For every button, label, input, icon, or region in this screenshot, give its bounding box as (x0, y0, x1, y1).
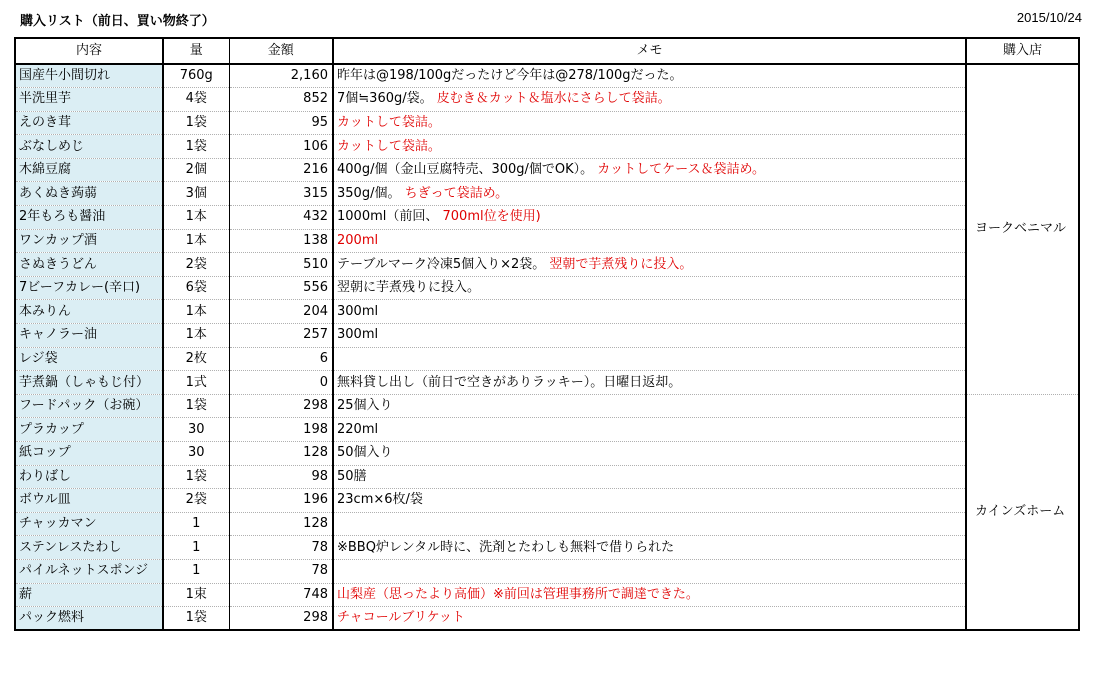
memo-cell (333, 583, 966, 607)
table-row (15, 276, 1079, 300)
header-memo: メモ (333, 38, 966, 64)
memo-cell (333, 206, 966, 230)
item-cell: パイルネットスポンジ (15, 559, 163, 583)
table-row (15, 394, 1079, 418)
memo-cell (333, 111, 966, 135)
memo-cell (333, 324, 966, 348)
item-cell: えのき茸 (15, 111, 163, 135)
qty-cell: 1袋 (163, 394, 229, 418)
store-cell: カインズホーム (966, 394, 1079, 630)
amount-cell: 198 (229, 418, 333, 442)
table-row (15, 135, 1079, 159)
table-row (15, 607, 1079, 631)
memo-note-red: 山梨産（思ったより高価）※前回は管理事務所で調達できた。 (337, 586, 699, 602)
amount-cell: 78 (229, 536, 333, 560)
memo-text: 220ml (337, 421, 379, 437)
memo-text: 1000ml（前回、 (337, 209, 439, 225)
date-label: 2015/10/24 (1016, 10, 1082, 25)
header-item: 内容 (15, 38, 163, 64)
table-row (15, 418, 1079, 442)
memo-cell (333, 182, 966, 206)
item-cell: 本みりん (15, 300, 163, 324)
memo-cell (333, 512, 966, 536)
page-title: 購入リスト（前日、買い物終了） (20, 14, 215, 29)
table-row (15, 442, 1079, 466)
table-row (15, 536, 1079, 560)
item-cell: ぶなしめじ (15, 135, 163, 159)
item-cell: プラカップ (15, 418, 163, 442)
memo-text: 350g/個。 (337, 185, 401, 201)
memo-note-red: 200ml (337, 232, 379, 248)
table-row (15, 88, 1079, 112)
table-row (15, 206, 1079, 230)
memo-text: 300ml (337, 303, 379, 319)
amount-cell: 216 (229, 158, 333, 182)
memo-note-red: 700ml位を使用) (442, 209, 541, 225)
item-cell: ワンカップ酒 (15, 229, 163, 253)
item-cell: 2年もろも醤油 (15, 206, 163, 230)
memo-cell (333, 64, 966, 88)
item-cell: レジ袋 (15, 347, 163, 371)
qty-cell: 2袋 (163, 489, 229, 513)
header-qty: 量 (163, 38, 229, 64)
memo-cell (333, 418, 966, 442)
item-cell: 紙コップ (15, 442, 163, 466)
memo-note-red: 翌朝で芋煮残りに投入。 (549, 256, 693, 272)
amount-cell: 852 (229, 88, 333, 112)
memo-cell (333, 607, 966, 631)
item-cell: フードパック（お碗） (15, 394, 163, 418)
item-cell: パック燃料 (15, 607, 163, 631)
memo-cell (333, 158, 966, 182)
table-row (15, 158, 1079, 182)
table-row (15, 253, 1079, 277)
qty-cell: 3個 (163, 182, 229, 206)
item-cell: ステンレスたわし (15, 536, 163, 560)
table-row (15, 371, 1079, 395)
memo-cell (333, 229, 966, 253)
memo-text: 25個入り (337, 398, 393, 414)
memo-cell (333, 536, 966, 560)
amount-cell: 298 (229, 607, 333, 631)
memo-text: 50個入り (337, 445, 393, 461)
qty-cell: 1束 (163, 583, 229, 607)
item-cell: キャノラー油 (15, 324, 163, 348)
item-cell: 薪 (15, 583, 163, 607)
header-amount: 金額 (229, 38, 333, 64)
amount-cell: 98 (229, 465, 333, 489)
qty-cell: 1式 (163, 371, 229, 395)
memo-text: 昨年は@198/100gだったけど今年は@278/100gだった。 (337, 68, 683, 84)
table-row (15, 111, 1079, 135)
memo-cell (333, 371, 966, 395)
amount-cell: 315 (229, 182, 333, 206)
memo-note-red: 皮むき＆カット＆塩水にさらして袋詰。 (436, 91, 671, 107)
amount-cell: 128 (229, 442, 333, 466)
amount-cell: 432 (229, 206, 333, 230)
amount-cell: 138 (229, 229, 333, 253)
qty-cell: 1袋 (163, 465, 229, 489)
memo-cell (333, 347, 966, 371)
qty-cell: 2個 (163, 158, 229, 182)
table-row (15, 347, 1079, 371)
memo-text: 400g/個（金山豆腐特売、300g/個でOK）。 (337, 162, 594, 178)
header-row (15, 38, 1079, 64)
memo-note-red: チャコールブリケット (337, 610, 465, 626)
amount-cell: 298 (229, 394, 333, 418)
table-row (15, 324, 1079, 348)
memo-cell (333, 394, 966, 418)
item-cell: ボウル皿 (15, 489, 163, 513)
amount-cell: 128 (229, 512, 333, 536)
memo-note-red: カットしてケース＆袋詰め。 (597, 162, 765, 178)
table-row (15, 182, 1079, 206)
header-store: 購入店 (966, 38, 1079, 64)
memo-text: 23cm×6枚/袋 (337, 492, 423, 508)
qty-cell: 1 (163, 559, 229, 583)
store-cell: ヨークベニマル (966, 64, 1079, 394)
amount-cell: 748 (229, 583, 333, 607)
qty-cell: 2枚 (163, 347, 229, 371)
memo-text: 翌朝に芋煮残りに投入。 (337, 280, 481, 296)
item-cell: 木綿豆腐 (15, 158, 163, 182)
memo-cell (333, 88, 966, 112)
qty-cell: 1袋 (163, 135, 229, 159)
amount-cell: 2,160 (229, 64, 333, 88)
qty-cell: 6袋 (163, 276, 229, 300)
amount-cell: 257 (229, 324, 333, 348)
memo-text: ※BBQ炉レンタル時に、洗剤とたわしも無料で借りられた (337, 539, 675, 555)
item-cell: 半洗里芋 (15, 88, 163, 112)
memo-cell (333, 489, 966, 513)
amount-cell: 0 (229, 371, 333, 395)
qty-cell: 1袋 (163, 111, 229, 135)
memo-cell (333, 465, 966, 489)
qty-cell: 30 (163, 442, 229, 466)
qty-cell: 1本 (163, 324, 229, 348)
table-row (15, 512, 1079, 536)
table-row (15, 489, 1079, 513)
table-row (15, 583, 1079, 607)
memo-note-red: ちぎって袋詰め。 (404, 185, 509, 201)
memo-text: 300ml (337, 327, 379, 343)
qty-cell: 1 (163, 536, 229, 560)
qty-cell: 760g (163, 64, 229, 88)
memo-note-red: カットして袋詰。 (337, 138, 441, 154)
memo-cell (333, 300, 966, 324)
memo-cell (333, 559, 966, 583)
amount-cell: 196 (229, 489, 333, 513)
table-row (15, 300, 1079, 324)
memo-note-red: カットして袋詰。 (337, 114, 441, 130)
purchase-table (14, 37, 1080, 631)
amount-cell: 106 (229, 135, 333, 159)
qty-cell: 30 (163, 418, 229, 442)
qty-cell: 1本 (163, 229, 229, 253)
item-cell: 国産牛小間切れ (15, 64, 163, 88)
amount-cell: 95 (229, 111, 333, 135)
amount-cell: 78 (229, 559, 333, 583)
item-cell: 芋煮鍋（しゃもじ付） (15, 371, 163, 395)
memo-text: テーブルマーク冷凍5個入り×2袋。 (337, 256, 546, 272)
memo-cell (333, 276, 966, 300)
memo-cell (333, 442, 966, 466)
item-cell: さぬきうどん (15, 253, 163, 277)
memo-cell (333, 135, 966, 159)
qty-cell: 1本 (163, 300, 229, 324)
qty-cell: 4袋 (163, 88, 229, 112)
qty-cell: 1 (163, 512, 229, 536)
qty-cell: 1本 (163, 206, 229, 230)
memo-text: 50膳 (337, 468, 367, 484)
item-cell: 7ビーフカレー(辛口) (15, 276, 163, 300)
table-row (15, 64, 1079, 88)
amount-cell: 6 (229, 347, 333, 371)
table-row (15, 559, 1079, 583)
memo-cell (333, 253, 966, 277)
memo-text: 無料貸し出し（前日で空きがありラッキー）。日曜日返却。 (337, 374, 682, 390)
qty-cell: 2袋 (163, 253, 229, 277)
table-row (15, 229, 1079, 253)
item-cell: あくぬき蒟蒻 (15, 182, 163, 206)
amount-cell: 204 (229, 300, 333, 324)
amount-cell: 510 (229, 253, 333, 277)
memo-text: 7個≒360g/袋。 (337, 91, 433, 107)
table-row (15, 465, 1079, 489)
amount-cell: 556 (229, 276, 333, 300)
qty-cell: 1袋 (163, 607, 229, 631)
item-cell: チャッカマン (15, 512, 163, 536)
item-cell: わりばし (15, 465, 163, 489)
